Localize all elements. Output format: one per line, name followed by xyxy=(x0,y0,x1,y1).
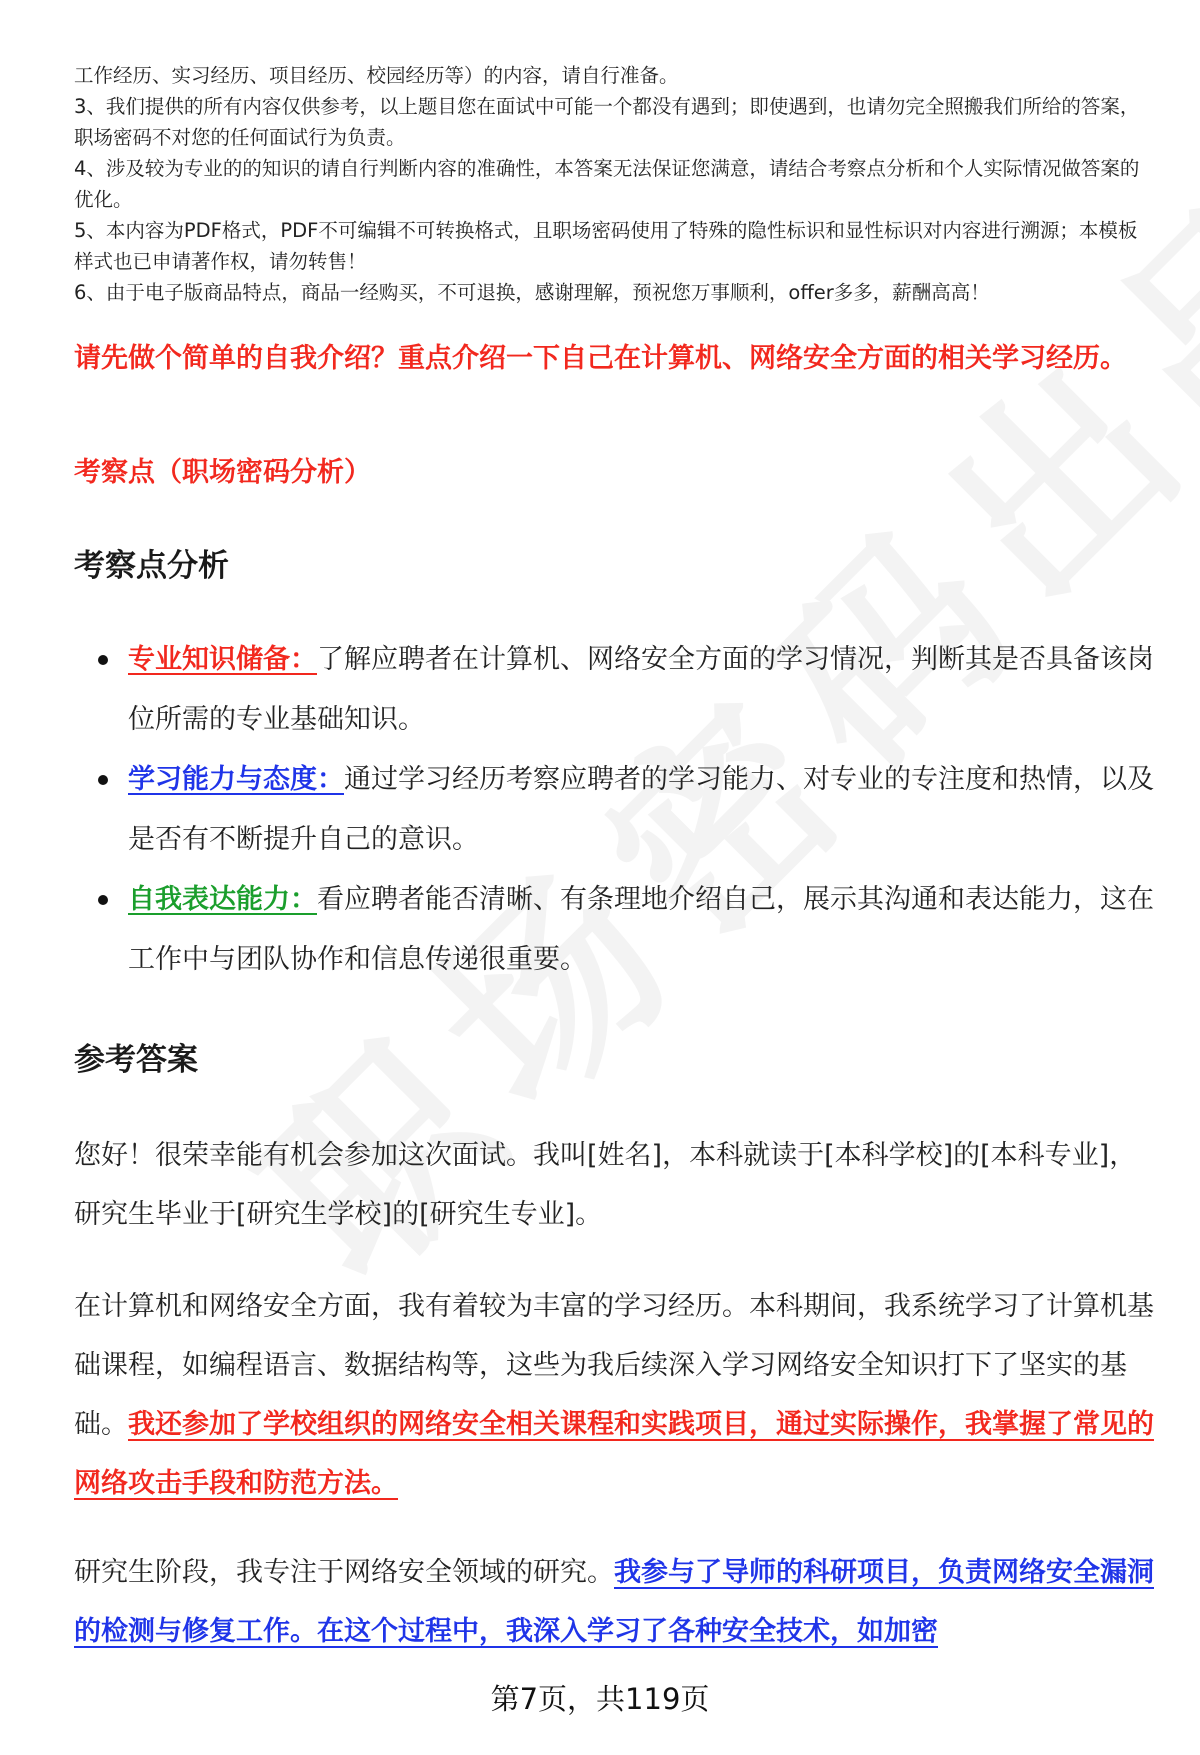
analysis-heading: 考察点分析 xyxy=(74,548,229,584)
answer-heading: 参考答案 xyxy=(74,1042,198,1078)
list-item xyxy=(74,750,1154,870)
highlight-text: 我还参加了学校组织的网络安全相关课程和实践项目，通过实际操作，我掌握了常见的网络攻击手段和防范方法。 xyxy=(74,1409,1154,1499)
note-line: 6、由于电子版商品特点，商品一经购买，不可退换，感谢理解，预祝您万事顺利，offer多多，薪酬高高！ xyxy=(74,281,990,304)
item-label: 学习能力与态度： xyxy=(128,764,344,795)
list-item xyxy=(74,630,1154,750)
page-number: 第7页，共119页 xyxy=(490,1682,710,1716)
note-line: 5、本内容为PDF格式，PDF不可编辑不可转换格式，且职场密码使用了特殊的隐性标识和显性标识对内容进行溯源；本模板样式也已申请著作权，请勿转售！ xyxy=(74,219,1138,273)
note-line: 4、涉及较为专业的的知识的请自行判断内容的准确性，本答案无法保证您满意，请结合考察点分析和个人实际情况做答案的优化。 xyxy=(74,157,1140,211)
note-line: 3、我们提供的所有内容仅供参考，以上题目您在面试中可能一个都没有遇到；即使遇到，也请勿完全照搬我们所给的答案，职场密码不对您的任何面试行为负责。 xyxy=(74,95,1140,149)
note-line: 工作经历、实习经历、项目经历、校园经历等）的内容，请自行准备。 xyxy=(74,64,679,87)
list-item xyxy=(74,870,1154,990)
bullet-dot xyxy=(98,655,108,665)
answer-paragraph-1: 您好！很荣幸能有机会参加这次面试。我叫[姓名]，本科就读于[本科学校]的[本科专业]，研究生毕业于[研究生学校]的[研究生专业]。 xyxy=(74,1140,1137,1230)
kaocha-label: 考察点（职场密码分析） xyxy=(74,457,371,488)
bullet-dot xyxy=(98,775,108,785)
answer-paragraph-2 xyxy=(74,1277,1154,1513)
notes-block xyxy=(74,60,1154,308)
paragraph-text: 在计算机和网络安全方面，我有着较为丰富的学习经历。本科期间，我系统学习了计算机基础课程，如编程语言、数据结构等，这些为我后续深入学习网络安全知识打下了坚实的基础。 xyxy=(74,1291,1154,1440)
item-text: 看应聘者能否清晰、有条理地介绍自己，展示其沟通和表达能力，这在工作中与团队协作和信息传递很重要。 xyxy=(128,884,1154,975)
analysis-list xyxy=(74,630,1154,990)
highlight-text: 我参与了导师的科研项目，负责网络安全漏洞的检测与修复工作。在这个过程中，我深入学习了各种安全技术，如加密 xyxy=(74,1557,1154,1647)
answer-paragraph-3 xyxy=(74,1543,1154,1661)
item-text: 通过学习经历考察应聘者的学习能力、对专业的专注度和热情，以及是否有不断提升自己的意识。 xyxy=(128,764,1154,855)
item-label: 专业知识储备： xyxy=(128,644,317,675)
item-text: 了解应聘者在计算机、网络安全方面的学习情况，判断其是否具备该岗位所需的专业基础知识。 xyxy=(128,644,1154,735)
paragraph-text: 研究生阶段，我专注于网络安全领域的研究。 xyxy=(74,1557,614,1588)
item-label: 自我表达能力： xyxy=(128,884,317,915)
bullet-dot xyxy=(98,895,108,905)
interview-question: 请先做个简单的自我介绍？重点介绍一下自己在计算机、网络安全方面的相关学习经历。 xyxy=(74,343,1127,374)
